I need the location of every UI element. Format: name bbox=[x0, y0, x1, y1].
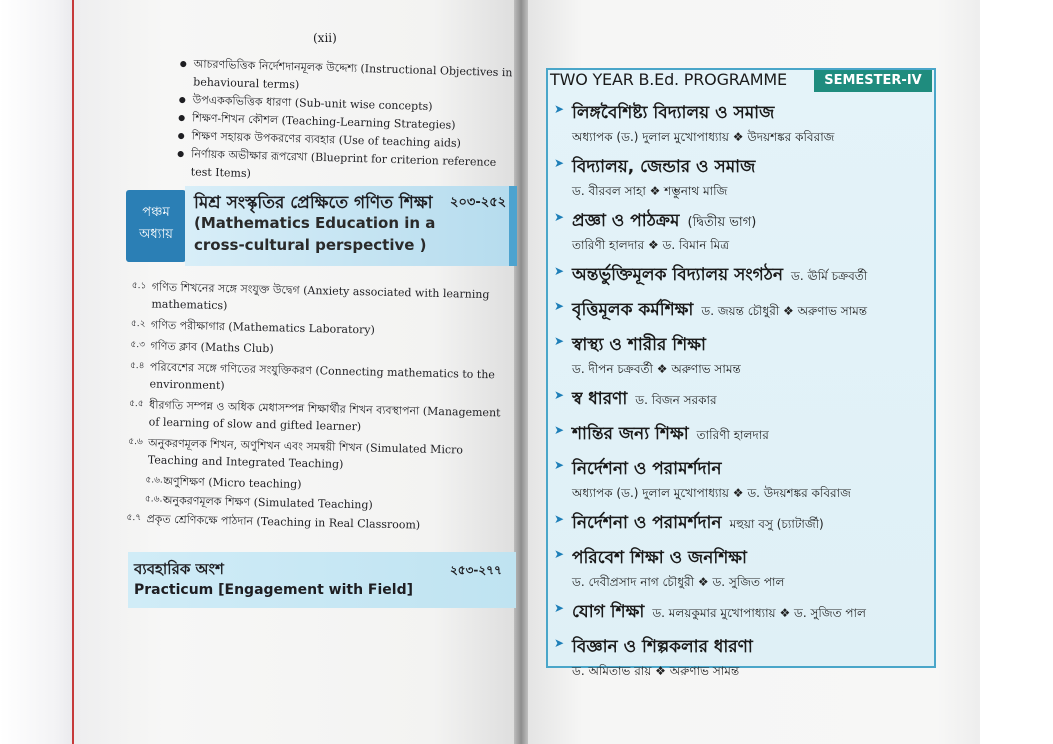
topic-text: গণিত ক্লাব (Maths Club) bbox=[150, 339, 274, 356]
book-authors: ড. জয়ন্ত চৌধুরী ❖ অরুণাভ সামন্ত bbox=[701, 304, 868, 318]
book-title: পরিবেশ শিক্ষা ও জনশিক্ষা bbox=[572, 548, 747, 568]
topic-text: গণিত শিখনের সঙ্গে সংযুক্ত উদ্বেগ (Anxiety associated with learning mathematics) bbox=[151, 280, 490, 313]
book-authors: ড. ঊর্মি চক্রবর্তী bbox=[791, 269, 868, 283]
book-title-row bbox=[554, 421, 934, 449]
book-title-row bbox=[554, 510, 934, 538]
book-entry bbox=[554, 545, 934, 594]
topic-number: ৫.৬ bbox=[128, 436, 143, 448]
background-edge bbox=[980, 0, 1053, 744]
topic-number: ৫.৩ bbox=[130, 339, 146, 351]
chapter-page-range: ২০৩-২৫২ bbox=[450, 195, 507, 210]
book-title: লিঙ্গবৈশিষ্ট্য বিদ্যালয় ও সমাজ bbox=[572, 103, 775, 123]
topic-item bbox=[128, 434, 513, 477]
book-authors: অধ্যাপক (ড.) দুলাল মুখোপাধ্যায় ❖ ড. উদয়শঙ্কর কবিরাজ bbox=[572, 486, 851, 500]
book-entry bbox=[554, 510, 934, 538]
objective-item: ● আচরণভিত্তিক নির্দেশদানমূলক উদ্দেশ্য (Instructional Objectives in behavioural terms) bbox=[179, 55, 520, 100]
topic-number: ৫.৪ bbox=[129, 360, 145, 372]
topic-text: ধীরগতি সম্পন্ন ও অধিক মেধাসম্পন্ন শিক্ষার্থীর শিখন ব্যবস্থাপনা (Management of learning of slow and gifted learner) bbox=[148, 398, 501, 434]
book-title: নির্দেশনা ও পরামর্শদান bbox=[572, 513, 722, 533]
book-entry bbox=[554, 100, 934, 149]
book-entry bbox=[554, 332, 934, 381]
book-entry bbox=[554, 599, 934, 627]
chapter-tab bbox=[126, 190, 186, 262]
book-authors: ড. দীপন চক্রবর্তী ❖ অরুণাভ সামন্ত bbox=[572, 362, 741, 376]
practicum-page-range: ২৫৩-২৭৭ bbox=[450, 563, 502, 577]
topic-number: ৫.৫ bbox=[129, 398, 144, 410]
book-title: প্রজ্ঞা ও পাঠক্রম bbox=[572, 211, 680, 231]
objective-item: ● উপএককভিত্তিক ধারণা (Sub-unit wise concepts) bbox=[178, 91, 518, 118]
book-title: শান্তির জন্য শিক্ষা bbox=[572, 424, 689, 444]
book-title-row bbox=[554, 154, 934, 182]
topic-item bbox=[129, 396, 514, 439]
semester-badge: SEMESTER-IV bbox=[814, 70, 932, 92]
book-title: অন্তর্ভুক্তিমূলক বিদ্যালয় সংগঠন bbox=[572, 265, 784, 285]
book-authors: তারিণী হালদার ❖ ড. বিমান মিত্র bbox=[572, 238, 730, 252]
book-entry bbox=[554, 208, 934, 257]
objective-item: ● শিক্ষণ-শিখন কৌশল (Teaching-Learning Strategies) bbox=[178, 109, 518, 136]
book-title-row bbox=[554, 634, 934, 662]
topic-text: পরিবেশের সঙ্গে গণিতের সংযুক্তিকরণ (Connecting mathematics to the environment) bbox=[149, 360, 496, 393]
book-title-row bbox=[554, 297, 934, 325]
book-title-row bbox=[554, 599, 934, 627]
book-authors: তারিণী হালদার bbox=[696, 428, 769, 442]
book-title-row bbox=[554, 545, 934, 573]
chapter-tab-line1: পঞ্চম bbox=[142, 205, 170, 220]
book-authors: মহুয়া বসু (চ্যাটার্জী) bbox=[729, 517, 824, 531]
book-entry bbox=[554, 154, 934, 203]
topic-number: ৫.৬.২ bbox=[144, 494, 169, 505]
book-title-row bbox=[554, 100, 934, 128]
book-authors: ড. বীরবল সাহা ❖ শম্ভুনাথ মাজি bbox=[572, 184, 728, 198]
book-entry bbox=[554, 421, 934, 449]
topic-text: অনুকরণমূলক শিক্ষণ (Simulated Teaching) bbox=[162, 493, 373, 512]
topic-text: অনুকরণমূলক শিখন, অণুশিখন এবং সমন্বয়ী শিখন (Simulated Micro Teaching and Integrated Teaching) bbox=[147, 436, 464, 471]
book-title: যোগ শিক্ষা bbox=[572, 602, 645, 622]
book-title-row bbox=[554, 456, 934, 484]
page-number: (xii) bbox=[313, 31, 337, 45]
book-entry bbox=[554, 297, 934, 325]
topic-list bbox=[126, 278, 516, 540]
book-entry bbox=[554, 262, 934, 290]
book-title-row bbox=[554, 386, 934, 414]
book-title-row bbox=[554, 332, 934, 360]
book-authors: ড. অমিতাভ রায় ❖ অরুণাভ সামন্ত bbox=[572, 664, 740, 678]
book-authors: ড. দেবীপ্রসাদ নাগ চৌধুরী ❖ ড. সুজিত পাল bbox=[572, 575, 785, 589]
objectives-list bbox=[176, 55, 519, 190]
topic-text: প্রকৃত শ্রেণিকক্ষে পাঠদান (Teaching in Real Classroom) bbox=[146, 512, 421, 532]
topic-number: ৫.৬.১ bbox=[145, 475, 169, 486]
objective-item: ● শিক্ষণ সহায়ক উপকরণের ব্যবহার (Use of teaching aids) bbox=[177, 127, 517, 154]
practicum-title-english: Practicum [Engagement with Field] bbox=[134, 582, 414, 598]
book-subtitle: (দ্বিতীয় ভাগ) bbox=[687, 215, 757, 230]
book-list bbox=[554, 100, 934, 688]
chapter-tab-line2: অধ্যায় bbox=[139, 227, 173, 242]
topic-text: অণুশিক্ষণ (Micro teaching) bbox=[163, 474, 302, 491]
topic-number: ৫.২ bbox=[130, 318, 146, 330]
chapter-title-bengali: মিশ্র সংস্কৃতির প্রেক্ষিতে গণিত শিক্ষা bbox=[194, 193, 433, 213]
topic-text: গণিত পরীক্ষাগার (Mathematics Laboratory) bbox=[150, 318, 376, 337]
book-title: বিজ্ঞান ও শিল্পকলার ধারণা bbox=[572, 637, 753, 657]
topic-item bbox=[129, 358, 514, 401]
topic-number: ৫.১ bbox=[131, 280, 147, 292]
objective-item: ● নির্ণায়ক অভীক্ষার রূপরেখা (Blueprint for criterion reference test Items) bbox=[176, 145, 517, 190]
book-authors: ড. মলয়কুমার মুখোপাধ্যায় ❖ ড. সুজিত পাল bbox=[652, 606, 866, 620]
book-authors: অধ্যাপক (ড.) দুলাল মুখোপাধ্যায় ❖ উদয়শঙ্কর কবিরাজ bbox=[572, 130, 835, 144]
book-title: বিদ্যালয়, জেন্ডার ও সমাজ bbox=[572, 157, 756, 177]
book-title: বৃত্তিমূলক কর্মশিক্ষা bbox=[572, 300, 694, 320]
book-title: নির্দেশনা ও পরামর্শদান bbox=[572, 459, 722, 479]
programme-header: TWO YEAR B.Ed. PROGRAMME bbox=[550, 70, 787, 89]
chapter-title-english: (Mathematics Education in a cross-cultural perspective ) bbox=[194, 214, 436, 254]
book-entry bbox=[554, 634, 934, 683]
book-authors: ড. বিজন সরকার bbox=[635, 393, 717, 407]
book-title: স্বাস্থ্য ও শারীর শিক্ষা bbox=[572, 335, 706, 355]
book-entry bbox=[554, 456, 934, 505]
book-title: স্ব ধারণা bbox=[572, 389, 628, 409]
book-title-row bbox=[554, 208, 934, 236]
page-edge-shadow bbox=[0, 0, 80, 744]
book-entry bbox=[554, 386, 934, 414]
topic-number: ৫.৭ bbox=[126, 512, 142, 524]
practicum-title-bengali: ব্যবহারিক অংশ bbox=[134, 560, 224, 578]
book-title-row bbox=[554, 262, 934, 290]
